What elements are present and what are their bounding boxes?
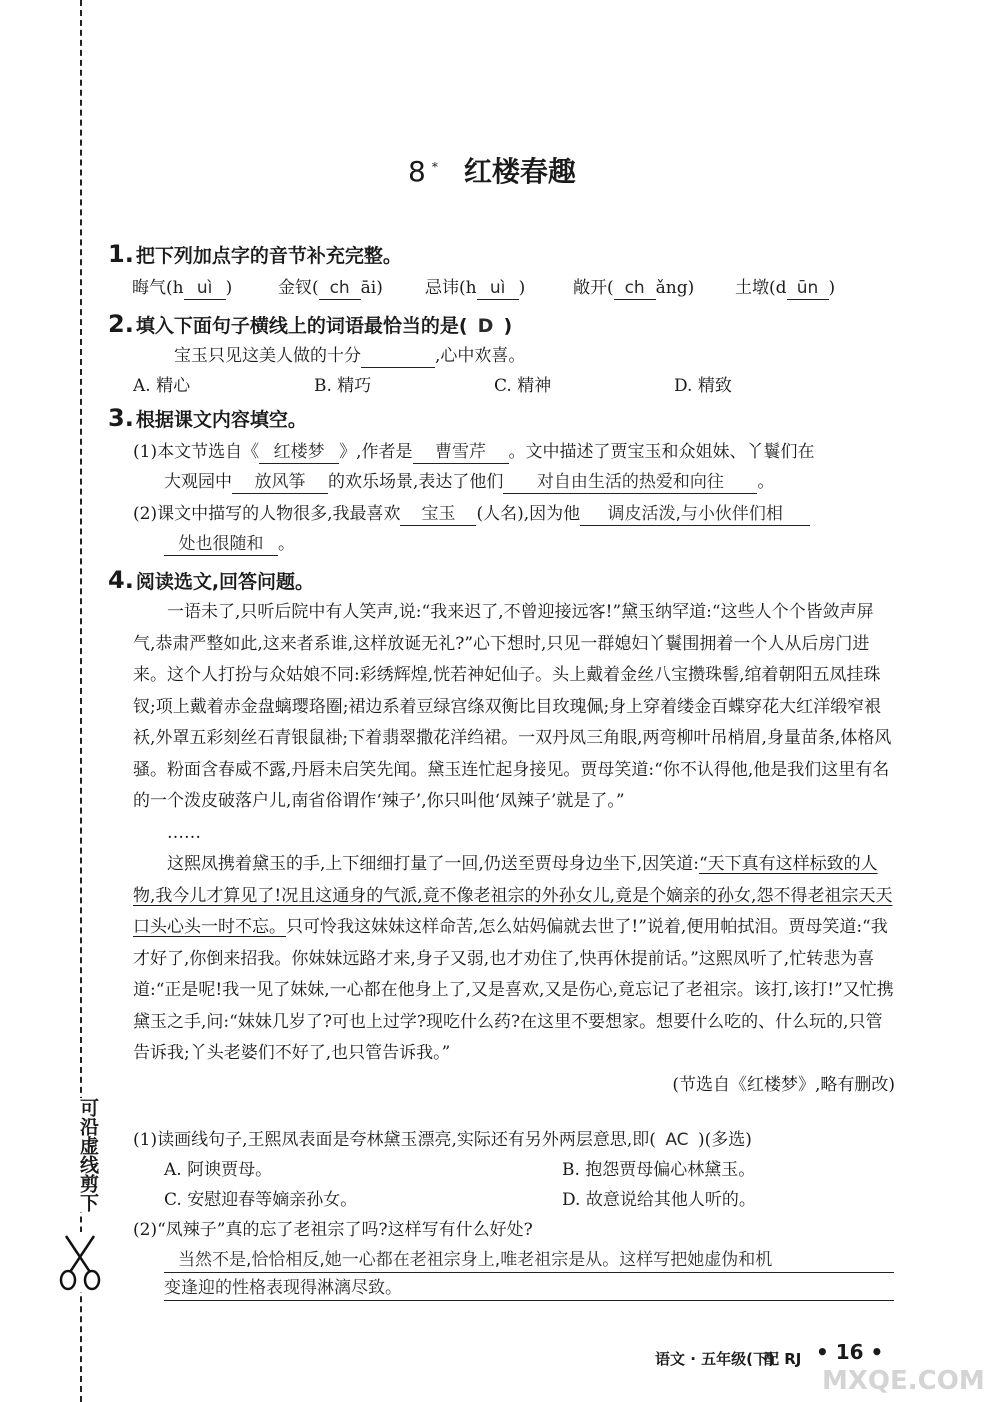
page-number: • 16 •: [816, 1340, 884, 1364]
q4-sub1-option-b: B. 抱怨贾母偏心林黛玉。: [562, 1160, 756, 1180]
q4-heading: 4. 阅读选文,回答问题。: [108, 566, 315, 594]
q4-sub1-answer: AC: [665, 1130, 689, 1150]
q4-sub1-option-a: A. 阿谀贾母。: [164, 1160, 273, 1180]
q4-sub1-option-d: D. 故意说给其他人听的。: [562, 1190, 756, 1210]
q1-item-2: 金钗( ch āi): [278, 278, 383, 298]
q3-part2-line2: 处也很随和 。: [164, 532, 295, 556]
q3-part1-line1: (1)本文节选自《 红楼梦 》,作者是 曹雪芹 。文中描述了贾宝玉和众姐妹、丫鬟们在: [133, 442, 815, 462]
passage-paragraph-1: 一语未了,只听后院中有人笑声,说:“我来迟了,不曾迎接远客!”黛玉纳罕道:“这些人个个皆敛声屏气,恭肃严整如此,这来者系谁,这样放诞无礼?”心下想时,只见一群媳妇丫鬟围拥着一个人从后房门进来。这个人打扮与众姑娘不同:彩绣辉煌,恍若神妃仙子。头上戴着金丝八宝攒珠髻,绾着朝阳五凤挂珠钗;项上戴着赤金盘螭璎珞圈;裙边系着豆绿宫绦双衡比目玫瑰佩;身上穿着缕金百蝶穿花大红洋缎窄裉袄,外罩五彩刻丝石青银鼠褂;下着翡翠撒花洋绉裙。一双丹凤三角眼,两弯柳叶吊梢眉,身量苗条,体格风骚。粉面含春威不露,丹唇未启笑先闻。黛玉连忙起身接见。贾母笑道:“你不认得他,他是我们这里有名的一个泼皮破落户儿,南省俗谓作‘辣子’,你只叫他‘凤辣子’就是了。”: [133, 602, 892, 811]
q3-part1-line2: 大观园中 放风筝 的欢乐场景,表达了他们 对自由生活的热爱和向往 。: [164, 472, 775, 492]
underlined-sentence: “天下真有这样标致的人物,我今儿才算见了!况且这通身的气派,竟不像老祖宗的外孙女儿,竟是个嫡亲的孙女,怨不得老祖宗天天口头心头一时不忘。: [133, 854, 893, 937]
lesson-title: [408, 150, 576, 190]
q4-sub2-answer-line1: 当然不是,恰恰相反,她一心都在老祖宗身上,唯老祖宗是从。这样写把她虚伪和机: [164, 1248, 894, 1273]
footer-edition: 配 RJ: [764, 1350, 802, 1368]
q4-sub1-question: (1)读画线句子,王熙凤表面是夸林黛玉漂亮,实际还有另外两层意思,即( AC )(多选): [133, 1130, 752, 1150]
q3-part2-line1: (2)课文中描写的人物很多,我最喜欢 宝玉 (人名),因为他 调皮活泼,与小伙伴们相: [133, 502, 810, 526]
q4-sub2-answer-line2: 变逢迎的性格表现得淋漓尽致。: [164, 1276, 894, 1301]
q1-item-3: 忌讳(h uì ): [425, 278, 526, 298]
q2-option-a: A. 精心: [133, 376, 191, 396]
q1-item-4: 敞开( ch ǎng): [573, 278, 695, 298]
q2-heading: 2. 填入下面句子横线上的词语最恰当的是( D ): [108, 310, 513, 338]
q4-passage: [133, 597, 895, 1101]
passage-paragraph-2: 这熙凤携着黛玉的手,上下细细打量了一回,仍送至贾母身边坐下,因笑道:“天下真有这样标致的人物,我今儿才算见了!况且这通身的气派,竟不像老祖宗的外孙女儿,竟是个嫡亲的孙女,怨不得老祖宗天天口头心头一时不忘。只可怜我这妹妹这样命苦,怎么姑妈偏就去世了!”说着,便用帕拭泪。贾母笑道:“我才好了,你倒来招我。你妹妹远路才来,身子又弱,也才劝住了,快再休提前话。”这熙凤听了,忙转悲为喜道:“正是呢!我一见了妹妹,一心都在他身上了,又是喜欢,又是伤心,竟忘记了老祖宗。该打,该打!”又忙携黛玉之手,问:“妹妹几岁了?可也上过学?现吃什么药?在这里不要想家。想要什么吃的、什么玩的,只管告诉我;丫头老婆们不好了,也只管告诉我。”: [133, 854, 894, 1063]
q2-option-b: B. 精巧: [314, 376, 372, 396]
q1-item-1: 晦气(h uì ): [132, 278, 233, 298]
q2-option-d: D. 精致: [674, 376, 732, 396]
watermark: MXQE.COM: [822, 1366, 985, 1396]
q2-option-c: C. 精神: [494, 376, 552, 396]
lesson-star: *: [431, 159, 438, 174]
q4-sub1-option-c: C. 安慰迎春等嫡亲孙女。: [164, 1190, 358, 1210]
cut-guide-label: 可沿虚线剪下: [62, 1098, 102, 1212]
passage-source: (节选自《红楼梦》,略有删改): [672, 1074, 895, 1095]
footer-subject: 语文 · 五年级(下): [655, 1350, 775, 1368]
lesson-title-text: 红楼春趣: [463, 155, 576, 188]
q4-sub2-question: (2)“凤辣子”真的忘了老祖宗了吗?这样写有什么好处?: [133, 1220, 533, 1240]
lesson-number: 8: [408, 155, 426, 188]
q3-heading: 3. 根据课文内容填空。: [108, 404, 307, 432]
passage-ellipsis: ……: [167, 822, 201, 843]
q1-heading: 1. 把下列加点字的音节补充完整。: [108, 240, 402, 268]
q2-answer: D: [477, 315, 494, 337]
q2-sentence: 宝玉只见这美人做的十分 ,心中欢喜。: [174, 346, 526, 366]
q1-item-5: 土墩(d ūn ): [735, 278, 836, 298]
scissors-icon: [56, 1232, 104, 1292]
